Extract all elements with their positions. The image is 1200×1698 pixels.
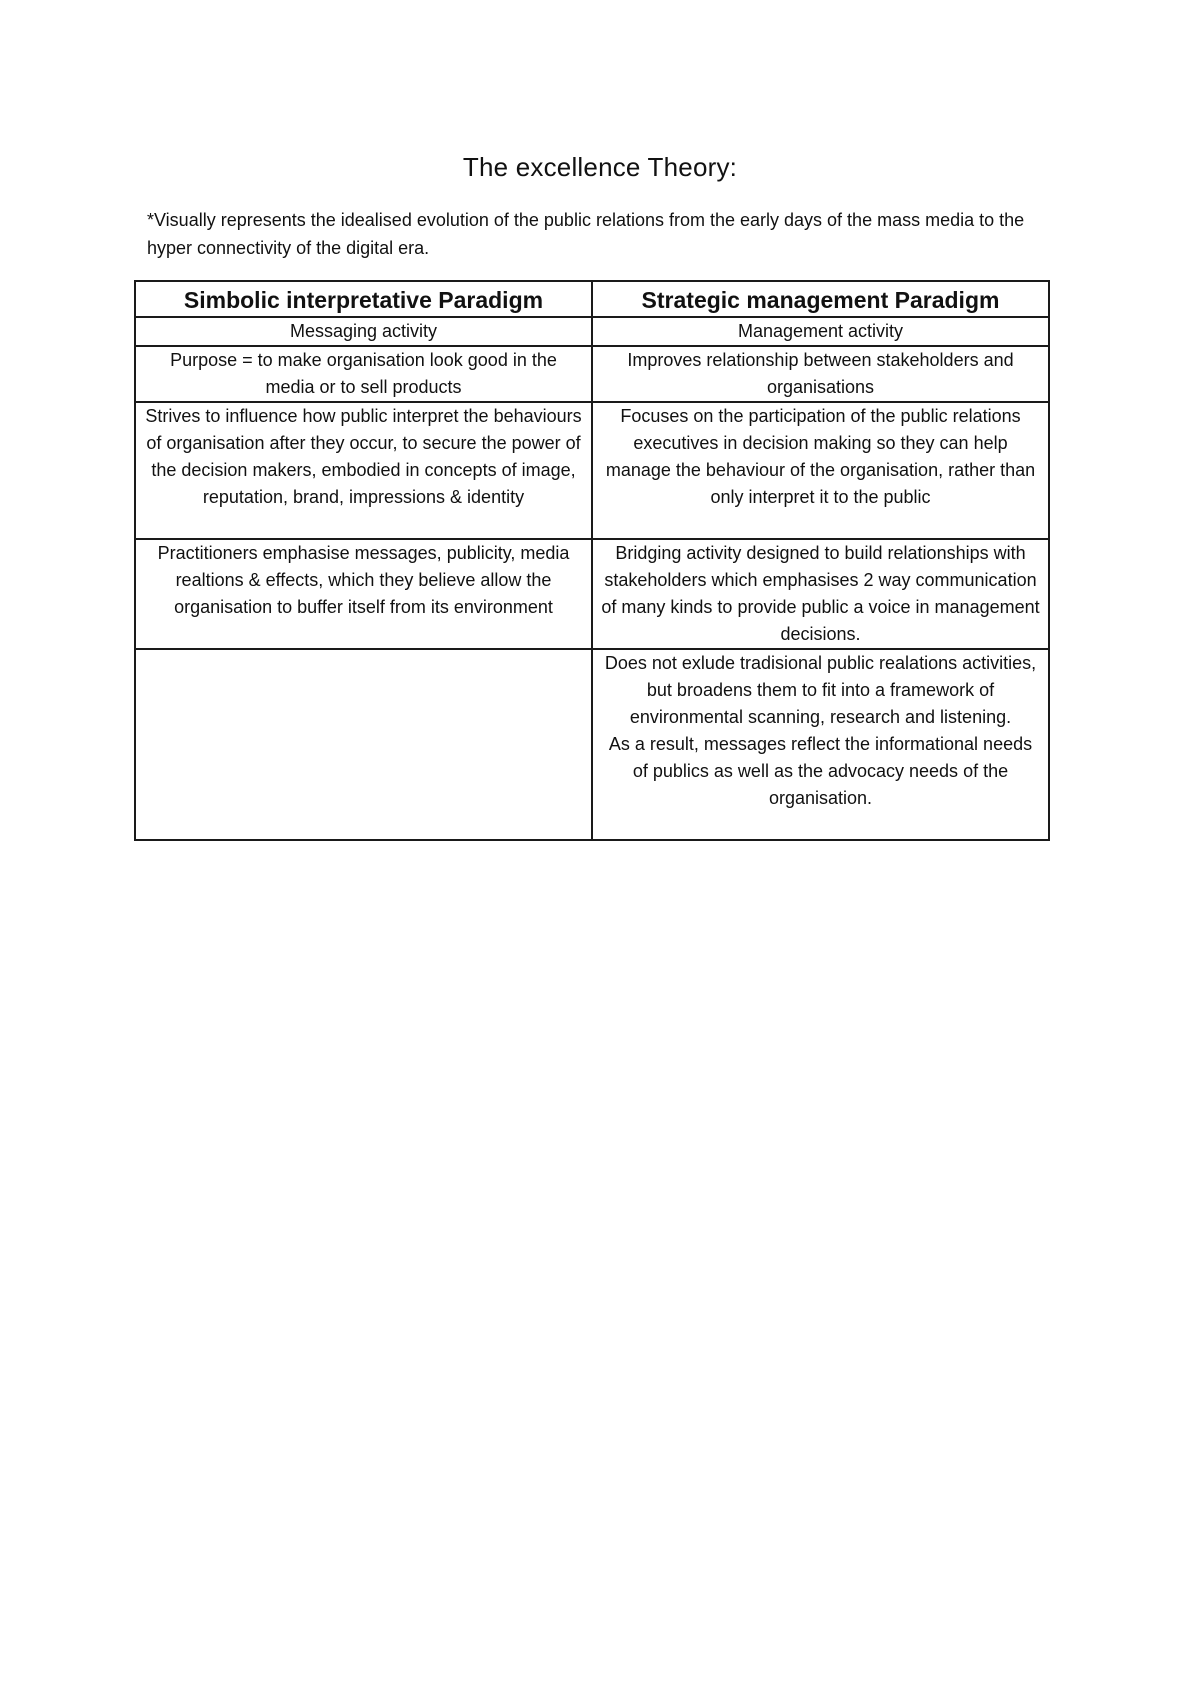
right-column-header: Strategic management Paradigm xyxy=(592,281,1049,317)
table-row xyxy=(135,402,1049,539)
document-title: The excellence Theory: xyxy=(462,152,738,182)
left-column-header: Simbolic interpretative Paradigm xyxy=(135,281,592,317)
right-cell xyxy=(592,346,1049,402)
table-row xyxy=(135,346,1049,402)
left-cell xyxy=(135,346,592,402)
cell-text: Strives to influence how public interpret the behaviours of organisation after they occur, to secure the power of the decision makers, embodied in concepts of image, reputation, brand, impressions & identity xyxy=(145,406,582,507)
cell-text: Purpose = to make organisation look good in the media or to sell products xyxy=(170,350,557,397)
table-row xyxy=(135,317,1049,346)
right-cell xyxy=(592,402,1049,539)
right-cell xyxy=(592,539,1049,649)
table-row xyxy=(135,649,1049,840)
left-cell xyxy=(135,317,592,346)
table-header-row xyxy=(135,281,1049,317)
right-cell xyxy=(592,649,1049,840)
cell-text: Practitioners emphasise messages, publicity, media realtions & effects, which they believe allow the organisation to buffer itself from its environment xyxy=(157,543,570,617)
cell-text: Does not exlude tradisional public realations activities, but broadens them to fit into a framework of environmental scanning, research and listening. As a result, messages reflect the informational needs of publics as well as the advocacy needs of the organisation. xyxy=(604,653,1037,808)
cell-text: Improves relationship between stakeholders and organisations xyxy=(627,350,1014,397)
paradigm-comparison-table xyxy=(134,280,1050,841)
left-cell xyxy=(135,649,592,840)
right-cell xyxy=(592,317,1049,346)
table-row xyxy=(135,539,1049,649)
cell-text: Bridging activity designed to build relationships with stakeholders which emphasises 2 way communication of many kinds to provide public a voice in management decisions. xyxy=(601,543,1040,644)
document-note: *Visually represents the idealised evolution of the public relations from the early days of the mass media to the hyper connectivity of the digital era. xyxy=(147,210,1025,258)
cell-text: Messaging activity xyxy=(289,321,438,341)
left-cell xyxy=(135,402,592,539)
cell-text: Focuses on the participation of the public relations executives in decision making so they can help manage the behaviour of the organisation, rather than only interpret it to the public xyxy=(605,406,1036,507)
cell-text: Management activity xyxy=(737,321,904,341)
left-cell xyxy=(135,539,592,649)
